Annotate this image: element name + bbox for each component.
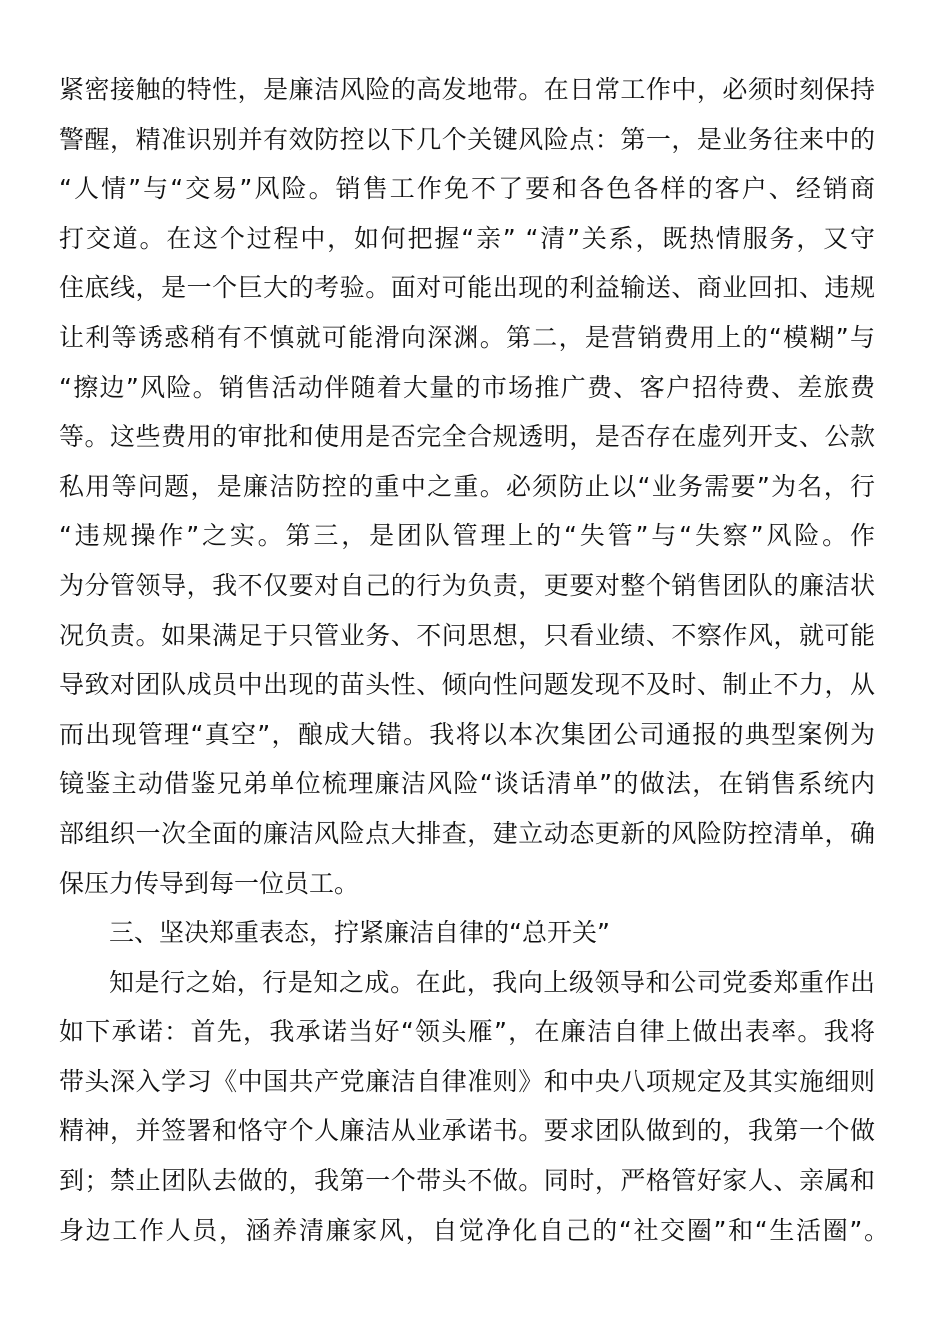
text-line: 带头深入学习《中国共产党廉洁自律准则》和中央八项规定及其实施细则 xyxy=(59,1066,875,1096)
text-line: 保压力传导到每一位员工。 xyxy=(59,868,360,898)
text-line: 到；禁止团队去做的，我第一个带头不做。同时，严格管好家人、亲属和 xyxy=(59,1166,875,1196)
paragraph-risk-points xyxy=(59,65,875,908)
text-line: “擦边”风险。销售活动伴随着大量的市场推广费、客户招待费、差旅费 xyxy=(59,372,875,402)
text-line: 镜鉴主动借鉴兄弟单位梳理廉洁风险“谈话清单”的做法，在销售系统内 xyxy=(59,769,875,799)
text-line: “人情”与“交易”风险。销售工作免不了要和各色各样的客户、经销商 xyxy=(59,174,875,204)
text-line: 住底线，是一个巨大的考验。面对可能出现的利益输送、商业回扣、违规 xyxy=(59,273,875,303)
text-line: 部组织一次全面的廉洁风险点大排查，建立动态更新的风险防控清单，确 xyxy=(59,818,875,848)
text-line: 况负责。如果满足于只管业务、不问思想，只看业绩、不察作风，就可能 xyxy=(59,620,875,650)
text-line: 打交道。在这个过程中，如何把握“亲” “清”关系，既热情服务，又守 xyxy=(59,223,875,253)
text-line: “违规操作”之实。第三，是团队管理上的“失管”与“失察”风险。作 xyxy=(59,521,875,551)
text-line: 身边工作人员，涵养清廉家风，自觉净化自己的“社交圈”和“生活圈”。 xyxy=(59,1215,889,1245)
text-line: 紧密接触的特性，是廉洁风险的高发地带。在日常工作中，必须时刻保持 xyxy=(59,75,875,104)
text-line: 私用等问题，是廉洁防控的重中之重。必须防止以“业务需要”为名，行 xyxy=(59,471,875,501)
text-line: 如下承诺：首先，我承诺当好“领头雁”，在廉洁自律上做出表率。我将 xyxy=(59,1017,875,1047)
document-page xyxy=(59,65,889,1255)
text-line: 导致对团队成员中出现的苗头性、倾向性问题发现不及时、制止不力，从 xyxy=(59,670,875,700)
text-line: 知是行之始，行是知之成。在此，我向上级领导和公司党委郑重作出 xyxy=(109,967,875,997)
paragraph-commitment xyxy=(59,958,889,1256)
text-line: 警醒，精准识别并有效防控以下几个关键风险点：第一，是业务往来中的 xyxy=(59,124,875,154)
text-line: 而出现管理“真空”，酿成大错。我将以本次集团公司通报的典型案例为 xyxy=(59,719,875,749)
text-line: 精神，并签署和恪守个人廉洁从业承诺书。要求团队做到的，我第一个做 xyxy=(59,1116,875,1146)
text-line: 等。这些费用的审批和使用是否完全合规透明，是否存在虚列开支、公款 xyxy=(59,422,875,452)
section-heading: 三、坚决郑重表态，拧紧廉洁自律的“总开关” xyxy=(109,918,610,948)
text-line: 让利等诱惑稍有不慎就可能滑向深渊。第二，是营销费用上的“模糊”与 xyxy=(59,322,875,352)
text-line: 为分管领导，我不仅要对自己的行为负责，更要对整个销售团队的廉洁状 xyxy=(59,570,875,600)
